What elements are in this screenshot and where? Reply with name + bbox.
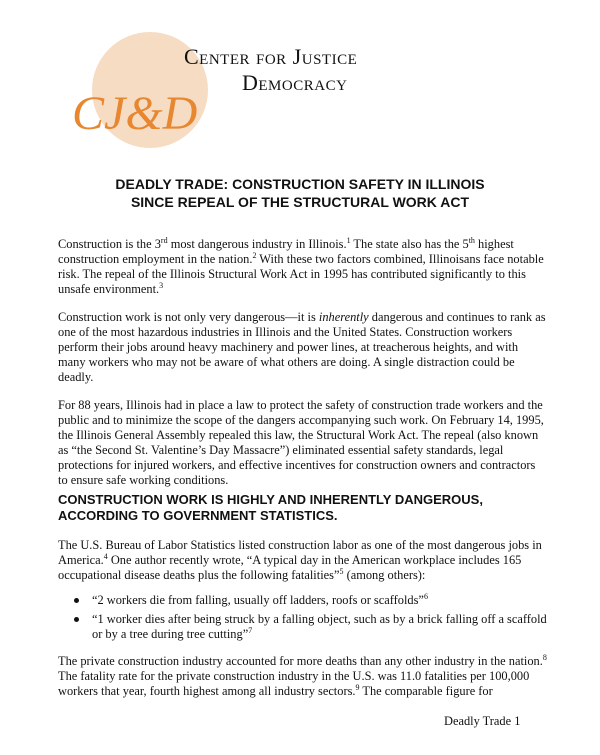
title-line2: SINCE REPEAL OF THE STRUCTURAL WORK ACT xyxy=(130,194,470,210)
p1-text-4: highest construction employment in the nation. xyxy=(58,237,514,266)
p3-text: For 88 years, Illinois had in place a law to protect the safety of construction trade workers and the public and to minimize the scope of the dangers accompanying such work. On February 14, 1995, the Illinois General Assembly repealed this law, the Structural Work Act. The repeal (also known as “the Second St. Valentine’s Day Massacre”) eliminated essential safety standards, legal protections for injured workers, and effective incentives for construction owners and contractors to ensure safe working conditions. xyxy=(58,398,544,487)
bullet-dot-icon xyxy=(74,598,79,603)
section-heading-line2: ACCORDING TO GOVERNMENT STATISTICS. xyxy=(58,508,338,523)
section-heading-line1: CONSTRUCTION WORK IS HIGHLY AND INHERENTLY DANGEROUS, xyxy=(58,492,483,507)
logo-org-line1: Center for Justice xyxy=(184,44,358,69)
list-item-text: “2 workers die from falling, usually off ladders, roofs or scaffolds” xyxy=(92,593,424,607)
title-line1: DEADLY TRADE: CONSTRUCTION SAFETY IN ILLINOIS xyxy=(115,176,485,192)
p2-text-2: dangerous and continues to rank as one of the most hazardous industries in Illinois and the United States. Construction workers perform their jobs around heavy machinery and power lines, at treacherous heights, and with many workers who may not be aware of what others are doing. A single distraction could be deadly. xyxy=(58,310,546,384)
p1-text-1: Construction is the 3 xyxy=(58,237,161,251)
fatality-list xyxy=(58,593,548,646)
paragraph-fatality-rate xyxy=(58,654,548,699)
p1-sup-1: rd xyxy=(160,235,168,245)
document-title xyxy=(0,175,600,211)
p1-text-2: most dangerous industry in Illinois. xyxy=(167,237,347,251)
paragraph-danger xyxy=(58,310,548,385)
logo-mark: CJ&D xyxy=(72,87,198,140)
p4-text-2: One author recently wrote, “A typical day in the American workplace includes 165 occupational disease deaths plus the following fatalities” xyxy=(58,553,522,582)
section-heading xyxy=(58,492,548,524)
p1-sup-3: th xyxy=(468,235,475,245)
footnote-ref-4: 4 xyxy=(103,551,108,561)
p5-text-3: The comparable figure for xyxy=(359,684,493,698)
paragraph-intro xyxy=(58,237,548,297)
p5-text-2: The fatality rate for the private construction industry in the U.S. was 11.0 fatalities per 100,000 workers that year, fourth highest among all industry sectors. xyxy=(58,669,530,698)
footnote-ref-2: 2 xyxy=(252,250,257,260)
logo-org-line2: Democracy xyxy=(242,70,348,95)
logo-org-name xyxy=(184,44,357,96)
list-item xyxy=(58,612,548,642)
page-footer: Deadly Trade 1 xyxy=(444,714,521,728)
p5-text-1: The private construction industry accounted for more deaths than any other industry in the nation. xyxy=(58,654,543,668)
footnote-ref-9: 9 xyxy=(355,682,360,692)
paragraph-bls xyxy=(58,538,548,583)
p1-text-5: With these two factors combined, Illinoisans face notable risk. The repeal of the Illinois Structural Work Act in 1995 has contributed significantly to this unsafe environment. xyxy=(58,252,544,296)
p4-text-3: (among others): xyxy=(343,568,426,582)
p2-text-1: Construction work is not only very dangerous—it is xyxy=(58,310,319,324)
footnote-ref-3: 3 xyxy=(159,280,164,290)
footnote-ref-7: 7 xyxy=(248,625,253,635)
cjd-logo xyxy=(72,24,362,154)
bullet-dot-icon xyxy=(74,617,79,622)
p1-text-3: The state also has the 5 xyxy=(350,237,469,251)
footnote-ref-5: 5 xyxy=(339,566,344,576)
p4-text-1: The U.S. Bureau of Labor Statistics listed construction labor as one of the most dangerous jobs in America. xyxy=(58,538,542,567)
list-item xyxy=(58,593,548,608)
footnote-ref-8: 8 xyxy=(542,652,547,662)
paragraph-repeal xyxy=(58,398,548,488)
footnote-ref-1: 1 xyxy=(346,235,351,245)
footnote-ref-6: 6 xyxy=(423,591,428,601)
list-item-text: “1 worker dies after being struck by a falling object, such as by a brick falling off a scaffold or by a tree during tree cutting” xyxy=(92,612,547,641)
p2-emphasis: inherently xyxy=(318,310,369,324)
